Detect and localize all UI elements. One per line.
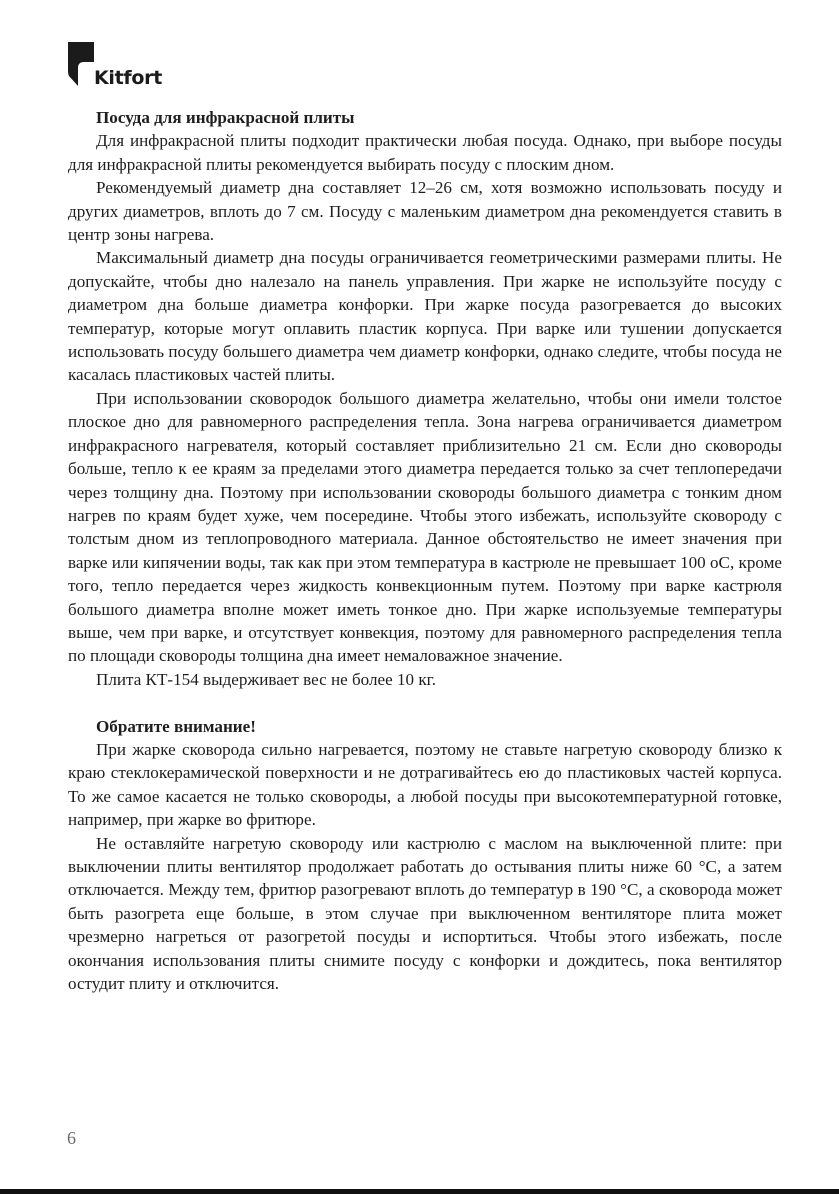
paragraph: При использовании сковородок большого диаметра желательно, чтобы они имели толстое плоское дно для равномерного распределения тепла. Зона нагрева ограничивается диаметром инфракрасного нагревателя, который составляет приблизительно 21 см. Если дно сковороды больше, тепло к ее краям за пределами этого диаметра передается только за счет теплопередачи через толщину дна. Поэтому при использовании сковороды большого диаметра с тонким дном нагрев по краям будет хуже, чем посередине. Чтобы этого избежать, используйте сковороду с толстым дном из теплопроводного материала. Данное обстоятельство не имеет значения при варке или кипячении воды, так как при этом температура в кастрюле не превышает 100 оС, кроме того, тепло передается через жидкость конвекционным путем. Поэтому при варке кастрюля большого диаметра вполне может иметь тонкое дно. При жарке используемые температуры выше, чем при варке, и отсутствует конвекция, поэтому для равномерного распределения тепла по площади сковороды толщина дна имеет немаловажное значение. (68, 388, 782, 666)
page-number: 6 (67, 1128, 76, 1148)
paragraph: При жарке сковорода сильно нагревается, поэтому не ставьте нагретую сковороду близко к краю стеклокерамической поверхности и не дотрагивайтесь ею до пластиковых частей корпуса. То же самое касается не только сковороды, а любой посуды при высокотемпературной готовке, например, при жарке во фритюре. (68, 739, 782, 830)
section-title-cookware: Посуда для инфракрасной плиты (96, 108, 355, 127)
paragraph: Рекомендуемый диаметр дна составляет 12–26 см, хотя возможно использовать посуду и других диаметров, вплоть до 7 см. Посуду с маленьким диаметром дна рекомендуется ставить в центр зоны нагрева. (68, 178, 782, 245)
brand-name: Kitfort (94, 67, 162, 89)
kitfort-logo (66, 40, 176, 92)
section-title-attention: Обратите внимание! (96, 716, 256, 736)
bottom-border (0, 1189, 839, 1194)
kitfort-shield-icon (66, 40, 96, 92)
document-body (68, 106, 782, 995)
paragraph: Не оставляйте нагретую сковороду или кастрюлю с маслом на выключенной плите: при выключении плиты вентилятор продолжает работать до остывания плиты ниже 60 °С, а затем отключается. Между тем, фритюр разогревают вплоть до температур в 190 °С, а сковорода может быть разогрета еще больше, в этом случае при выключенном вентиляторе плита может чрезмерно нагреться от разогретой посуды и испортиться. Чтобы этого избежать, после окончания использования плиты снимите посуду с конфорки и дождитесь, пока вентилятор остудит плиту и отключится. (68, 833, 782, 994)
section-spacer (68, 691, 782, 714)
paragraph: Плита КТ-154 выдерживает вес не более 10 кг. (96, 669, 436, 689)
paragraph: Для инфракрасной плиты подходит практически любая посуда. Однако, при выборе посуды для инфракрасной плиты рекомендуется выбирать посуду с плоским дном. (68, 131, 782, 174)
paragraph: Максимальный диаметр дна посуды ограничивается геометрическими размерами плиты. Не допускайте, чтобы дно налезало на панель управления. При жарке не используйте посуду с диаметром дна больше диаметра конфорки. При жарке посуда разогревается до высоких температур, которые могут оплавить пластик корпуса. При варке или тушении допускается использовать посуду большего диаметра чем диаметр конфорки, однако следите, чтобы посуда не касалась пластиковых частей плиты. (68, 248, 782, 385)
